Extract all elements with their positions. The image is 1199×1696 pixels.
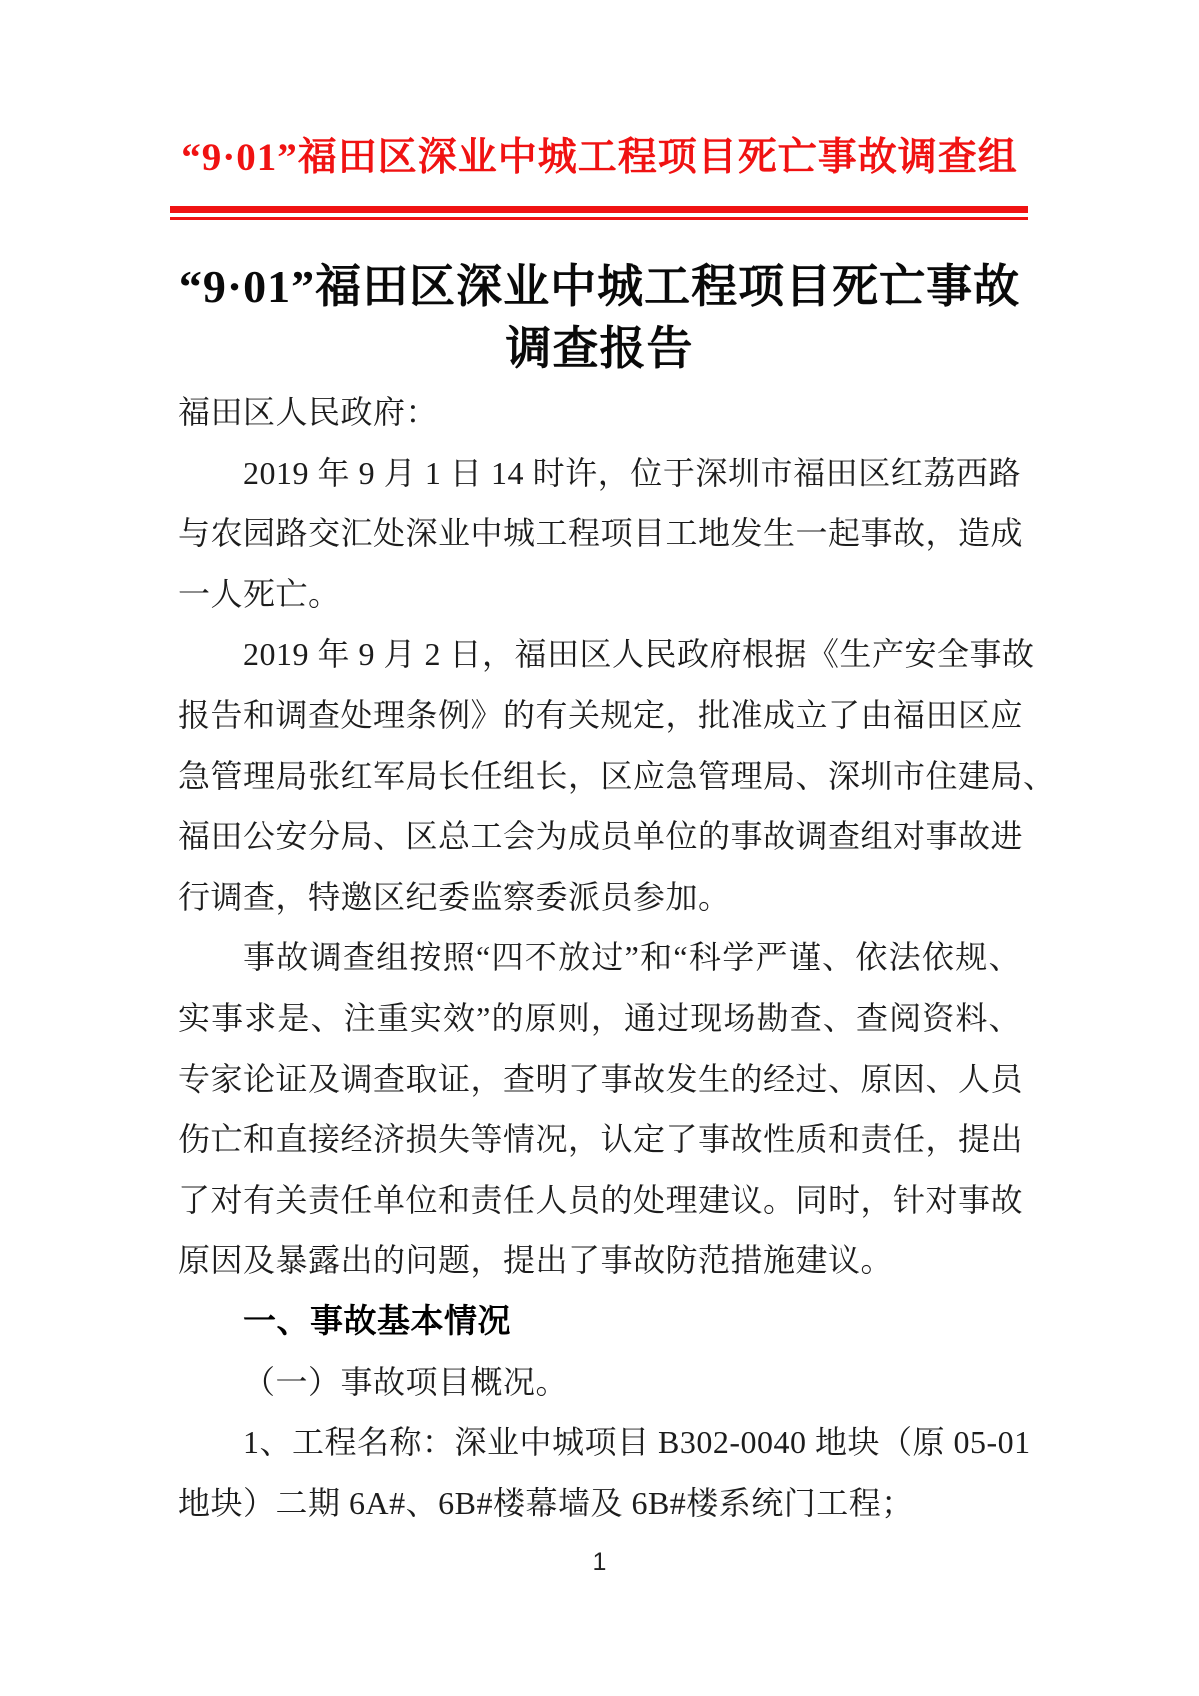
body-line: 原因及暴露出的问题，提出了事故防范措施建议。 xyxy=(178,1242,894,1279)
red-banner-title: “9·01”福田区深业中城工程项目死亡事故调查组 xyxy=(181,136,1018,179)
body-line: 2019 年 9 月 1 日 14 时许，位于深圳市福田区红荔西路 xyxy=(243,454,1021,491)
body-line: 福田公安分局、区总工会为成员单位的事故调查组对事故进 xyxy=(178,818,1024,855)
red-rule-thick xyxy=(170,206,1028,213)
section-heading: 一、事故基本情况 xyxy=(243,1301,511,1339)
body-line: 报告和调查处理条例》的有关规定，批准成立了由福田区应 xyxy=(178,696,1024,733)
page-number: 1 xyxy=(592,1548,607,1576)
body-line: 事故调查组按照“四不放过”和“科学严谨、依法依规、 xyxy=(243,939,1021,976)
body-line: 伤亡和直接经济损失等情况，认定了事故性质和责任，提出 xyxy=(178,1121,1024,1158)
red-rule-thin xyxy=(170,217,1028,220)
body-line: 2019 年 9 月 2 日，福田区人民政府根据《生产安全事故 xyxy=(243,636,1035,673)
body-line: 1、工程名称：深业中城项目 B302-0040 地块（原 05-01 xyxy=(243,1424,1031,1461)
body-line: 行调查，特邀区纪委监察委派员参加。 xyxy=(178,878,731,915)
body-line: 专家论证及调查取证，查明了事故发生的经过、原因、人员 xyxy=(178,1060,1024,1097)
body-line: 急管理局张红军局长任组长，区应急管理局、深圳市住建局、 xyxy=(178,757,1056,794)
document-title-line2: 调查报告 xyxy=(505,323,694,374)
body-line: （一）事故项目概况。 xyxy=(243,1363,569,1400)
document-title xyxy=(0,256,1199,380)
document-body xyxy=(178,382,1056,1533)
body-line: 实事求是、注重实效”的原则，通过现场勘查、查阅资料、 xyxy=(178,999,1021,1036)
body-line: 了对有关责任单位和责任人员的处理建议。同时，针对事故 xyxy=(178,1181,1024,1218)
body-line: 地块）二期 6A#、6B#楼幕墙及 6B#楼系统门工程； xyxy=(178,1484,914,1521)
body-line: 一人死亡。 xyxy=(178,575,341,612)
body-line: 与农园路交汇处深业中城工程项目工地发生一起事故，造成 xyxy=(178,515,1024,552)
document-title-line1: “9·01”福田区深业中城工程项目死亡事故 xyxy=(178,261,1021,312)
salutation: 福田区人民政府： xyxy=(178,394,439,430)
